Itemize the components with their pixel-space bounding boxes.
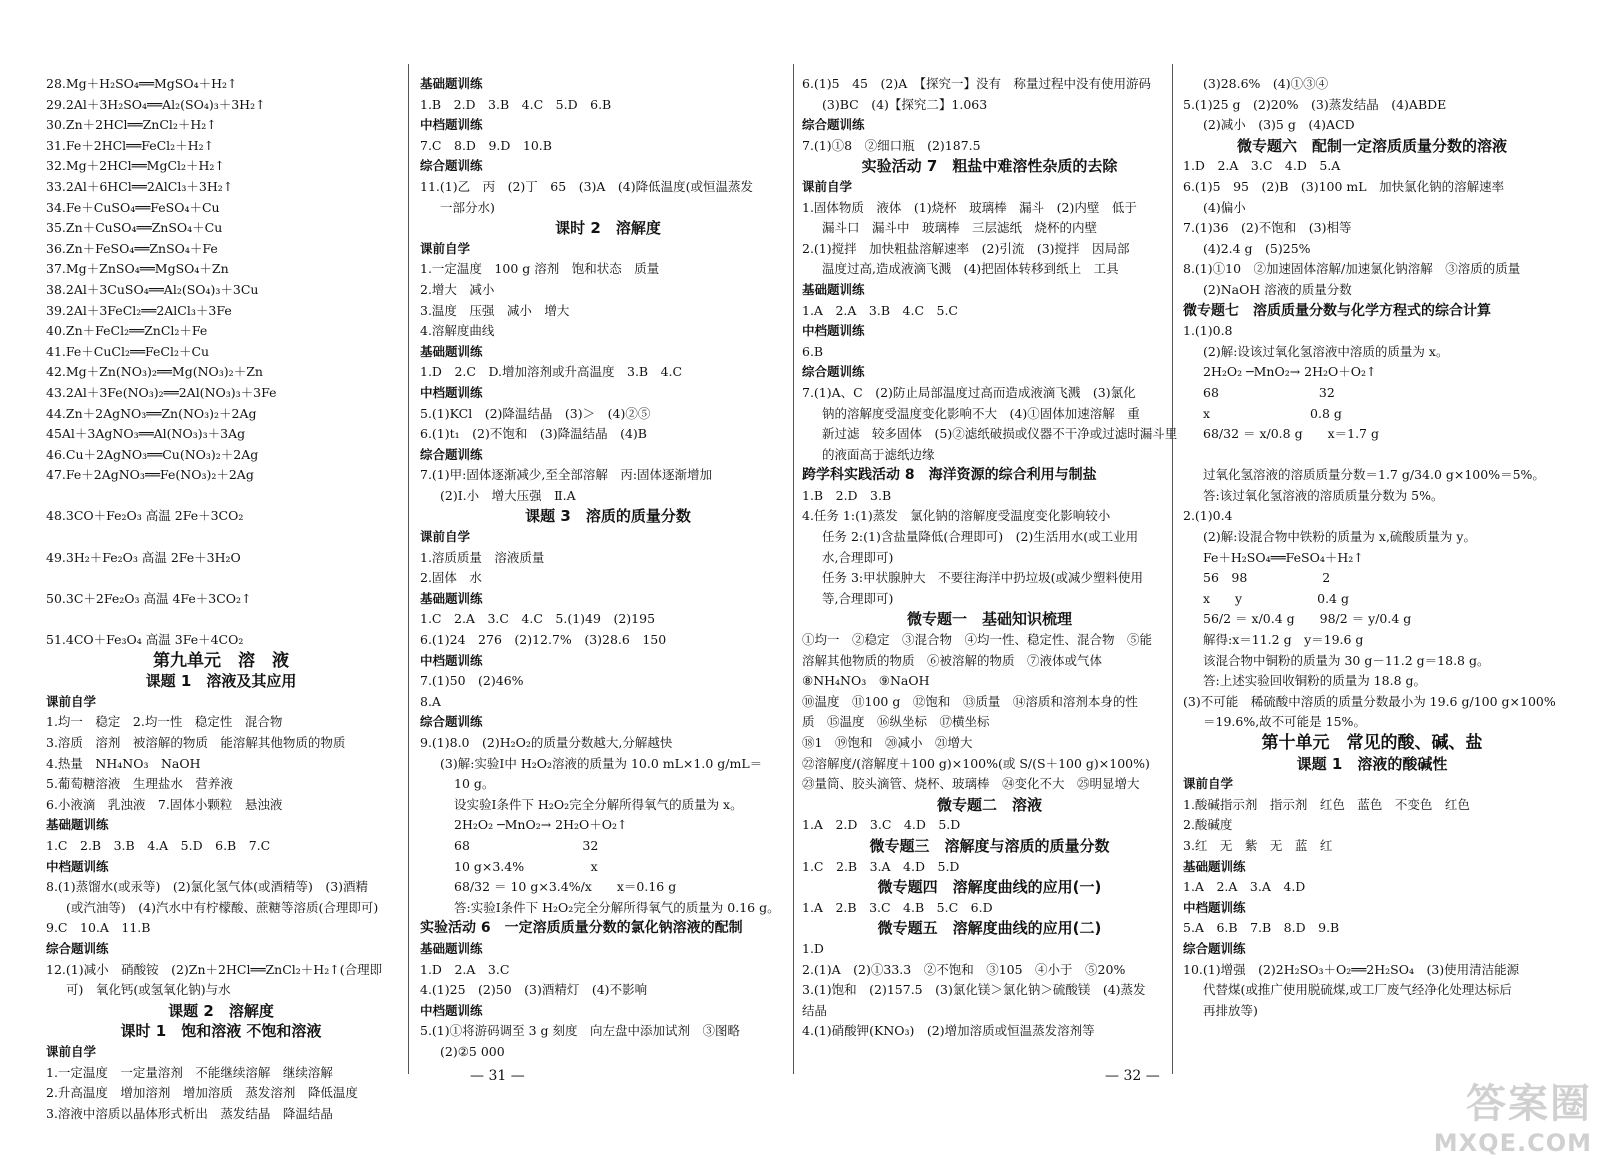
section-label: 中档题训练 xyxy=(46,858,109,874)
answer-line: 1.A 2.A 3.B 4.C 5.C xyxy=(802,302,958,318)
topic-heading: 微专题四 溶解度曲线的应用(一) xyxy=(877,878,1102,897)
answer-line: 水,合理即可) xyxy=(822,549,894,565)
answer-line: ⑩温度 ⑪100 g ⑫饱和 ⑬质量 ⑭溶质和溶剂本身的性 xyxy=(802,693,1138,709)
answer-line xyxy=(46,527,396,548)
answer-line: 9.C 10.A 11.B xyxy=(46,920,151,936)
answer-line: 33.2Al＋6HCl══2AlCl₃＋3H₂↑ xyxy=(46,178,234,194)
topic-heading: 课时 1 饱和溶液 不饱和溶液 xyxy=(120,1022,322,1041)
answer-line: 溶解其他物质的物质 ⑥被溶解的物质 ⑦液体或气体 xyxy=(802,652,1103,668)
section-label: 课前自学 xyxy=(1183,776,1234,792)
answer-line: 1.D 2.C D.增加溶剂或升高温度 3.B 4.C xyxy=(420,364,683,380)
answer-line: 38.2Al＋3CuSO₄══Al₂(SO₄)₃＋3Cu xyxy=(46,281,259,297)
answer-line: x 0.8 g xyxy=(1203,405,1342,421)
answer-line: 代替煤(或推广使用脱硫煤,或工厂废气经净化处理达标后 xyxy=(1203,982,1512,998)
answer-line: 过氧化氢溶液的溶质质量分数＝1.7 g/34.0 g×100%＝5%。 xyxy=(1203,467,1545,483)
answer-line xyxy=(46,609,396,630)
answer-line: 2.固体 水 xyxy=(420,570,482,586)
answer-line: (3)28.6% (4)①③④ xyxy=(1203,76,1329,91)
topic-heading: 实验活动 7 粗盐中难溶性杂质的去除 xyxy=(861,157,1118,176)
answer-line: (3)BC (4)【探究二】1.063 xyxy=(822,96,988,112)
answer-line: 56 98 2 xyxy=(1203,570,1331,586)
answer-line: (2)解:设混合物中铁粉的质量为 x,硫酸质量为 y。 xyxy=(1203,529,1476,545)
answer-line xyxy=(1183,445,1561,466)
answer-line: 6.(1)5 45 (2)A 【探究一】没有 称量过程中没有使用游码 xyxy=(802,76,1151,91)
answer-line: 1.酸碱指示剂 指示剂 红色 蓝色 不变色 红色 xyxy=(1183,796,1470,812)
section-label: 综合题训练 xyxy=(1183,940,1246,956)
answer-line: 答:上述实验回收铜粉的质量为 18.8 g。 xyxy=(1203,673,1426,689)
answer-line: 1.D 2.A 3.C xyxy=(420,961,510,977)
watermark xyxy=(1434,1072,1592,1157)
answer-line: 68/32 ＝ x/0.8 g x＝1.7 g xyxy=(1203,426,1379,442)
watermark-url: MXQE.COM xyxy=(1433,1129,1592,1157)
answer-line: 1.C 2.B 3.A 4.D 5.D xyxy=(802,858,960,874)
answer-line: 37.Mg＋ZnSO₄══MgSO₄＋Zn xyxy=(46,261,229,277)
section-label: 综合题训练 xyxy=(802,364,865,380)
answer-line: 任务 3:甲状腺肿大 不要往海洋中扔垃圾(或减少塑料使用 xyxy=(822,570,1144,586)
section-label: 基础题训练 xyxy=(420,76,483,91)
answer-line: 2.(1)A (2)①33.3 ②不饱和 ③105 ④小于 ⑤20% xyxy=(802,961,1126,977)
answer-line: 10 g。 xyxy=(454,776,495,792)
answer-line: 3.(1)饱和 (2)157.5 (3)氯化镁＞氯化钠＞硫酸镁 (4)蒸发 xyxy=(802,982,1146,998)
answer-line: (2)Ⅰ.小 增大压强 Ⅱ.A xyxy=(440,487,576,503)
answer-line: 32.Mg＋2HCl══MgCl₂＋H₂↑ xyxy=(46,158,225,174)
topic-heading: 课题 1 溶液的酸碱性 xyxy=(1296,754,1448,773)
answer-line: 3.溶质 溶剂 被溶解的物质 能溶解其他物质的物质 xyxy=(46,735,346,750)
answer-line: 7.(1)甲:固体逐渐减少,至全部溶解 丙:固体逐渐增加 xyxy=(420,467,713,483)
answer-line: 48.3CO＋Fe₂O₃ 高温 2Fe＋3CO₂ xyxy=(46,508,244,524)
answer-line: 44.Zn＋2AgNO₃══Zn(NO₃)₂＋2Ag xyxy=(46,405,257,421)
answer-line: (3)解:实验Ⅰ中 H₂O₂溶液的质量为 10.0 mL×1.0 g/mL＝ xyxy=(440,755,763,771)
answer-line: 11.(1)乙 丙 (2)丁 65 (3)A (4)降低温度(或恒温蒸发 xyxy=(420,178,754,194)
answer-line: 1.一定温度 一定量溶剂 不能继续溶解 继续溶解 xyxy=(46,1064,333,1080)
section-label: 基础题训练 xyxy=(46,817,109,833)
answer-line: 温度过高,造成液滴飞溅 (4)把固体转移到纸上 工具 xyxy=(822,261,1119,277)
answer-line: ㉓量筒、胶头滴管、烧杯、玻璃棒 ㉔变化不大 ㉕明显增大 xyxy=(802,776,1140,792)
answer-line: 2.(1)0.4 xyxy=(1183,508,1233,524)
answer-line: 3.红 无 紫 无 蓝 红 xyxy=(1183,837,1333,853)
topic-heading: 微专题二 溶液 xyxy=(936,795,1042,814)
section-label: 综合题训练 xyxy=(46,940,109,956)
answer-line: 2H₂O₂ ─MnO₂→ 2H₂O＋O₂↑ xyxy=(1203,364,1377,380)
answer-line: 68 32 xyxy=(1203,384,1335,400)
answer-line: 7.(1)A、C (2)防止局部温度过高而造成液滴飞溅 (3)氯化 xyxy=(802,384,1136,400)
answer-line: 4.(1)25 (2)50 (3)酒精灯 (4)不影响 xyxy=(420,982,648,998)
answer-line: 50.3C＋2Fe₂O₃ 高温 4Fe＋3CO₂↑ xyxy=(46,590,252,606)
answer-column-1 xyxy=(46,74,396,1124)
answer-line: 39.2Al＋3FeCl₂══2AlCl₃＋3Fe xyxy=(46,302,232,318)
answer-line: 5.(1)25 g (2)20% (3)蒸发结晶 (4)ABDE xyxy=(1183,96,1447,112)
answer-line: 1.C 2.B 3.B 4.A 5.D 6.B 7.C xyxy=(46,837,271,853)
answer-line: (或汽油等) (4)汽水中有柠檬酸、蔗糖等溶质(合理即可) xyxy=(66,899,379,915)
answer-line: 46.Cu＋2AgNO₃══Cu(NO₃)₂＋2Ag xyxy=(46,446,259,462)
section-label: 基础题训练 xyxy=(1183,858,1246,874)
answer-line: 1.溶质质量 溶液质量 xyxy=(420,549,545,565)
answer-line: 2.升高温度 增加溶剂 增加溶质 蒸发溶剂 降低温度 xyxy=(46,1085,358,1101)
answer-line: 4.任务 1:(1)蒸发 氯化钠的溶解度受温度变化影响较小 xyxy=(802,508,1111,524)
answer-line: 42.Mg＋Zn(NO₃)₂══Mg(NO₃)₂＋Zn xyxy=(46,364,263,380)
answer-line: 8.(1)①10 ②加速固体溶解/加速氯化钠溶解 ③溶质的质量 xyxy=(1183,261,1521,277)
answer-line: 3.温度 压强 减小 增大 xyxy=(420,302,570,318)
unit-heading: 第九单元 溶 液 xyxy=(153,650,289,671)
answer-line: 7.(1)36 (2)不饱和 (3)相等 xyxy=(1183,220,1352,236)
answer-line: 5.(1)①将游码调至 3 g 刻度 向左盘中添加试剂 ③图略 xyxy=(420,1023,741,1039)
watermark-logo-text: 答案圈 xyxy=(1466,1081,1592,1127)
section-label: 基础题训练 xyxy=(802,281,865,297)
answer-line: 一部分水) xyxy=(440,199,495,215)
section-label: 综合题训练 xyxy=(420,158,483,174)
section-label: 课前自学 xyxy=(802,178,853,194)
answer-line: (2)解:设该过氧化氢溶液中溶质的质量为 x。 xyxy=(1203,343,1449,359)
answer-line: 再排放等) xyxy=(1203,1002,1258,1018)
answer-line: ⑱1 ⑲饱和 ⑳减小 ㉑增大 xyxy=(802,735,973,750)
section-label: 基础题训练 xyxy=(420,590,483,606)
topic-heading: 微专题六 配制一定溶质质量分数的溶液 xyxy=(1236,136,1507,155)
answer-line: (2)NaOH 溶液的质量分数 xyxy=(1203,281,1352,297)
topic-heading: 课题 3 溶质的质量分数 xyxy=(525,507,691,526)
answer-line: 设实验Ⅰ条件下 H₂O₂完全分解所得氧气的质量为 x。 xyxy=(454,796,743,812)
answer-line: 1.均一 稳定 2.均一性 稳定性 混合物 xyxy=(46,714,283,730)
topic-heading: 微专题一 基础知识梳理 xyxy=(906,610,1072,629)
answer-line: 答:实验Ⅰ条件下 H₂O₂完全分解所得氧气的质量为 0.16 g。 xyxy=(454,899,780,915)
answer-line: 2.酸碱度 xyxy=(1183,817,1233,833)
answer-line: 56/2 ＝ x/0.4 g 98/2 ＝ y/0.4 g xyxy=(1203,611,1412,627)
answer-line: 3.溶液中溶质以晶体形式析出 蒸发结晶 降温结晶 xyxy=(46,1105,333,1121)
answer-line: 1.(1)0.8 xyxy=(1183,323,1233,339)
answer-line: 7.C 8.D 9.D 10.B xyxy=(420,137,552,153)
section-label: 课前自学 xyxy=(420,240,471,256)
answer-line: 新过滤 较多固体 (5)②滤纸破损或仪器不干净或过滤时漏斗里 xyxy=(822,426,1177,442)
section-label: 中档题训练 xyxy=(420,117,483,133)
topic-heading: 课题 2 溶解度 xyxy=(168,1001,274,1020)
section-label: 基础题训练 xyxy=(420,343,483,359)
answer-line: (2)减小 (3)5 g (4)ACD xyxy=(1203,117,1355,133)
section-label: 课前自学 xyxy=(420,529,471,545)
answer-line: 43.2Al＋3Fe(NO₃)₂══2Al(NO₃)₃＋3Fe xyxy=(46,384,277,400)
answer-line: 28.Mg＋H₂SO₄══MgSO₄＋H₂↑ xyxy=(46,76,238,91)
answer-line: 10.(1)增强 (2)2H₂SO₃＋O₂══2H₂SO₄ (3)使用清洁能源 xyxy=(1183,961,1520,977)
answer-line: 1.A 2.A 3.A 4.D xyxy=(1183,879,1306,895)
answer-line: 5.A 6.B 7.B 8.D 9.B xyxy=(1183,920,1340,936)
activity-heading: 微专题七 溶质质量分数与化学方程式的综合计算 xyxy=(1183,302,1491,319)
answer-line: 结晶 xyxy=(802,1002,828,1018)
section-label: 课前自学 xyxy=(46,1043,97,1059)
section-label: 基础题训练 xyxy=(420,940,483,956)
section-label: 中档题训练 xyxy=(420,652,483,668)
answer-line: 68/32 ＝ 10 g×3.4%/x x＝0.16 g xyxy=(454,879,677,895)
answer-line: 6.小液滴 乳浊液 7.固体小颗粒 悬浊液 xyxy=(46,796,283,812)
answer-line: 漏斗口 漏斗中 玻璃棒 三层滤纸 烧杯的内壁 xyxy=(822,220,1098,236)
answer-line: 答:该过氧化氢溶液的溶质质量分数为 5%。 xyxy=(1203,487,1444,503)
activity-heading: 跨学科实践活动 8 海洋资源的综合利用与制盐 xyxy=(802,467,1097,484)
section-label: 综合题训练 xyxy=(420,446,483,462)
answer-line: 6.(1)24 276 (2)12.7% (3)28.6 150 xyxy=(420,632,667,648)
activity-heading: 实验活动 6 一定溶质质量分数的氯化钠溶液的配制 xyxy=(420,920,743,937)
answer-line: 2.增大 减小 xyxy=(420,281,495,297)
answer-line: 40.Zn＋FeCl₂══ZnCl₂＋Fe xyxy=(46,323,208,339)
answer-line: 解得:x＝11.2 g y＝19.6 g xyxy=(1203,632,1364,648)
answer-line: 1.D 2.A 3.C 4.D 5.A xyxy=(1183,158,1341,174)
section-label: 综合题训练 xyxy=(802,117,865,133)
answer-line: 1.A 2.D 3.C 4.D 5.D xyxy=(802,817,961,833)
answer-line: 34.Fe＋CuSO₄══FeSO₄＋Cu xyxy=(46,199,220,215)
answer-line: 2H₂O₂ ─MnO₂→ 2H₂O＋O₂↑ xyxy=(454,817,628,833)
answer-line: ㉒溶解度/(溶解度＋100 g)×100%(或 S/(S＋100 g)×100%) xyxy=(802,755,1150,771)
answer-line: 1.A 2.B 3.C 4.B 5.C 6.D xyxy=(802,899,993,915)
answer-line: 该混合物中铜粉的质量为 30 g－11.2 g＝18.8 g。 xyxy=(1203,652,1490,668)
answer-line: 9.(1)8.0 (2)H₂O₂的质量分数越大,分解越快 xyxy=(420,735,673,750)
answer-line: 1.D xyxy=(802,940,824,956)
answer-line: ①均一 ②稳定 ③混合物 ④均一性、稳定性、混合物 ⑤能 xyxy=(802,632,1153,648)
answer-line: 1.固体物质 液体 (1)烧杯 玻璃棒 漏斗 (2)内壁 低于 xyxy=(802,199,1137,215)
answer-line: 1.一定温度 100 g 溶剂 饱和状态 质量 xyxy=(420,261,660,277)
answer-line: 68 32 xyxy=(454,837,599,853)
answer-line: 7.(1)50 (2)46% xyxy=(420,673,524,689)
answer-line: 任务 2:(1)含盐量降低(合理即可) (2)生活用水(或工业用 xyxy=(822,529,1139,545)
answer-line: (4)偏小 xyxy=(1203,199,1246,215)
answer-line: 1.B 2.D 3.B 4.C 5.D 6.B xyxy=(420,96,612,112)
answer-line: 49.3H₂＋Fe₂O₃ 高温 2Fe＋3H₂O xyxy=(46,549,241,565)
answer-line: 10 g×3.4% x xyxy=(454,858,598,874)
answer-line: 6.(1)5 95 (2)B (3)100 mL 加快氯化钠的溶解速率 xyxy=(1183,178,1505,194)
answer-line: 12.(1)减小 硝酸铵 (2)Zn＋2HCl══ZnCl₂＋H₂↑(合理即 xyxy=(46,961,383,977)
section-label: 中档题训练 xyxy=(420,1002,483,1018)
topic-heading: 微专题五 溶解度曲线的应用(二) xyxy=(877,919,1102,938)
answer-column-4 xyxy=(1183,74,1561,1021)
answer-line: x y 0.4 g xyxy=(1203,590,1349,606)
answer-line: 35.Zn＋CuSO₄══ZnSO₄＋Cu xyxy=(46,220,223,236)
unit-heading: 第十单元 常见的酸、碱、盐 xyxy=(1261,733,1483,753)
answer-line: Fe＋H₂SO₄══FeSO₄＋H₂↑ xyxy=(1203,549,1364,565)
answer-line: 5.葡萄糖溶液 生理盐水 营养液 xyxy=(46,776,233,792)
answer-line: 4.(1)硝酸钾(KNO₃) (2)增加溶质或恒温蒸发溶剂等 xyxy=(802,1023,1095,1039)
page-number-left: — 31 — xyxy=(470,1068,525,1084)
answer-line: 8.A xyxy=(420,693,441,709)
page-number-right: — 32 — xyxy=(1105,1068,1160,1084)
answer-line: 29.2Al＋3H₂SO₄══Al₂(SO₄)₃＋3H₂↑ xyxy=(46,96,266,112)
answer-line: 31.Fe＋2HCl══FeCl₂＋H₂↑ xyxy=(46,137,215,153)
answer-line: 可) 氧化钙(或氢氧化钠)与水 xyxy=(66,982,231,998)
answer-line: 36.Zn＋FeSO₄══ZnSO₄＋Fe xyxy=(46,240,218,256)
section-label: 中档题训练 xyxy=(420,384,483,400)
answer-line xyxy=(46,568,396,589)
answer-line: 1.C 2.A 3.C 4.C 5.(1)49 (2)195 xyxy=(420,611,656,627)
answer-line: 8.(1)蒸馏水(或汞等) (2)氯化氢气体(或酒精等) (3)酒精 xyxy=(46,879,369,895)
answer-line: 4.热量 NH₄NO₃ NaOH xyxy=(46,755,201,771)
answer-line: ⑧NH₄NO₃ ⑨NaOH xyxy=(802,673,930,689)
section-label: 综合题训练 xyxy=(420,714,483,730)
answer-line: 7.(1)①8 ②细口瓶 (2)187.5 xyxy=(802,137,981,153)
answer-line: 47.Fe＋2AgNO₃══Fe(NO₃)₂＋2Ag xyxy=(46,467,254,483)
answer-line: 45Al＋3AgNO₃══Al(NO₃)₃＋3Ag xyxy=(46,426,246,442)
answer-line: 钠的溶解度受温度变化影响不大 (4)①固体加速溶解 重 xyxy=(822,405,1140,421)
answer-line: 6.(1)t₁ (2)不饱和 (3)降温结晶 (4)B xyxy=(420,426,647,442)
answer-line: 4.溶解度曲线 xyxy=(420,323,495,339)
section-label: 中档题训练 xyxy=(1183,899,1246,915)
answer-line: 5.(1)KCl (2)降温结晶 (3)＞ (4)②⑤ xyxy=(420,405,651,421)
answer-line: ＝19.6%,故不可能是 15%。 xyxy=(1203,714,1366,730)
topic-heading: 课题 1 溶液及其应用 xyxy=(145,672,297,691)
answer-line: 51.4CO＋Fe₃O₄ 高温 3Fe＋4CO₂ xyxy=(46,632,244,648)
answer-line: 的液面高于滤纸边缘 xyxy=(822,446,935,462)
answer-line: 等,合理即可) xyxy=(822,590,894,606)
topic-heading: 课时 2 溶解度 xyxy=(555,219,661,238)
answer-line xyxy=(46,486,396,507)
topic-heading: 微专题三 溶解度与溶质的质量分数 xyxy=(869,836,1110,855)
answer-column-2 xyxy=(420,74,796,1063)
answer-line: 30.Zn＋2HCl══ZnCl₂＋H₂↑ xyxy=(46,117,217,133)
section-label: 课前自学 xyxy=(46,693,97,709)
answer-line: 1.B 2.D 3.B xyxy=(802,487,892,503)
answer-line: 质 ⑮温度 ⑯纵坐标 ⑰横坐标 xyxy=(802,714,990,730)
answer-line: 41.Fe＋CuCl₂══FeCl₂＋Cu xyxy=(46,343,210,359)
answer-line: (3)不可能 稀硫酸中溶质的质量分数最小为 19.6 g/100 g×100% xyxy=(1183,693,1556,709)
answer-line: 2.(1)搅拌 加快粗盐溶解速率 (2)引流 (3)搅拌 因局部 xyxy=(802,240,1130,256)
answer-line: (4)2.4 g (5)25% xyxy=(1203,240,1311,256)
section-label: 中档题训练 xyxy=(802,323,865,339)
column-divider-1 xyxy=(408,64,409,1074)
answer-line: (2)②5 000 xyxy=(440,1043,505,1059)
answer-line: 6.B xyxy=(802,343,824,359)
answer-column-3 xyxy=(802,74,1177,1042)
